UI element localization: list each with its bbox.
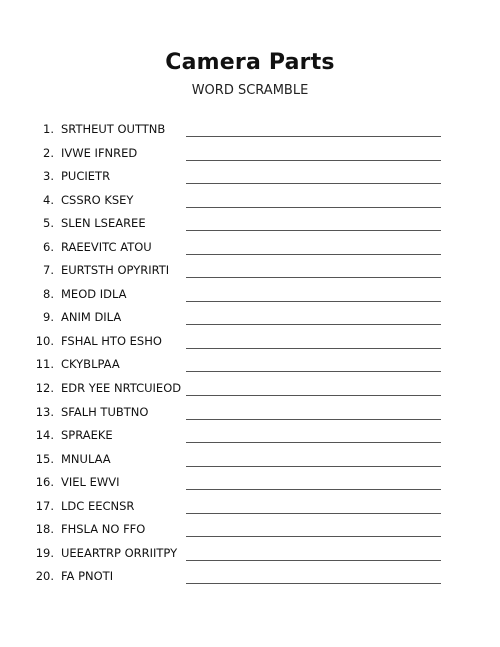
- list-item: [0, 448, 500, 472]
- list-item: [0, 283, 500, 307]
- scrambled-word: CSSRO KSEY: [61, 192, 134, 207]
- item-number: 9.: [43, 310, 54, 325]
- item-number: 8.: [43, 286, 54, 301]
- scrambled-word: MNULAA: [61, 451, 111, 466]
- list-item: [0, 377, 500, 401]
- item-number: 7.: [43, 263, 54, 278]
- item-number: 1.: [43, 122, 54, 136]
- answer-line: [186, 583, 441, 584]
- answer-line: [186, 301, 441, 302]
- scrambled-word: SFALH TUBTNO: [61, 404, 149, 419]
- scrambled-word: VIEL EWVI: [61, 475, 120, 490]
- answer-line: [186, 489, 441, 490]
- item-number: 12.: [35, 381, 54, 396]
- scrambled-word: IVWE IFNRED: [61, 145, 138, 160]
- item-number: 19.: [35, 545, 54, 560]
- item-number: 11.: [35, 357, 54, 372]
- scrambled-word: EDR YEE NRTCUIEOD: [61, 381, 182, 396]
- list-item: [0, 565, 500, 589]
- scrambled-word: SPRAEKE: [61, 428, 113, 443]
- scrambled-word: ANIM DILA: [61, 310, 122, 325]
- answer-line: [186, 183, 441, 184]
- scrambled-word: FHSLA NO FFO: [61, 522, 146, 537]
- item-number: 15.: [35, 451, 54, 466]
- page-title: Camera Parts: [165, 50, 335, 75]
- answer-line: [186, 230, 441, 231]
- list-item: [0, 142, 500, 166]
- scrambled-word: FSHAL HTO ESHO: [61, 333, 162, 348]
- scrambled-word: MEOD IDLA: [61, 286, 127, 301]
- list-item: [0, 236, 500, 260]
- list-item: [0, 401, 500, 425]
- list-item: [0, 518, 500, 542]
- answer-line: [186, 466, 441, 467]
- list-item: [0, 189, 500, 213]
- item-number: 5.: [43, 216, 54, 231]
- list-item: [0, 424, 500, 448]
- answer-line: [186, 536, 441, 537]
- answer-line: [186, 277, 441, 278]
- item-number: 14.: [35, 428, 54, 443]
- answer-line: [186, 371, 441, 372]
- scrambled-word: SLEN LSEAREE: [61, 216, 146, 231]
- list-item: [0, 259, 500, 283]
- scrambled-word: LDC EECNSR: [61, 498, 135, 513]
- item-number: 6.: [43, 239, 54, 254]
- item-number: 20.: [35, 569, 54, 584]
- item-number: 16.: [35, 475, 54, 490]
- answer-line: [186, 442, 441, 443]
- list-item: [0, 353, 500, 377]
- scrambled-word: UEEARTRP ORRIITPY: [61, 545, 178, 560]
- scrambled-word: CKYBLPAA: [61, 357, 120, 372]
- list-item: [0, 471, 500, 495]
- list-item: [0, 330, 500, 354]
- item-number: 2.: [43, 145, 54, 160]
- answer-line: [186, 560, 441, 561]
- answer-line: [186, 395, 441, 396]
- list-item: [0, 212, 500, 236]
- list-item: [0, 118, 500, 142]
- answer-line: [186, 513, 441, 514]
- scrambled-word: PUCIETR: [61, 169, 111, 184]
- list-item: [0, 542, 500, 566]
- item-number: 10.: [35, 333, 54, 348]
- scrambled-word: SRTHEUT OUTTNB: [61, 122, 166, 136]
- scrambled-word: FA PNOTI: [61, 569, 114, 584]
- scramble-list: [0, 118, 500, 589]
- item-number: 18.: [35, 522, 54, 537]
- page-subtitle: WORD SCRAMBLE: [191, 83, 309, 98]
- item-number: 13.: [35, 404, 54, 419]
- item-number: 4.: [43, 192, 54, 207]
- answer-line: [186, 254, 441, 255]
- item-number: 3.: [43, 169, 54, 184]
- item-number: 17.: [35, 498, 54, 513]
- answer-line: [186, 136, 441, 137]
- answer-line: [186, 160, 441, 161]
- list-item: [0, 165, 500, 189]
- scrambled-word: RAEEVITC ATOU: [61, 239, 152, 254]
- answer-line: [186, 324, 441, 325]
- answer-line: [186, 419, 441, 420]
- answer-line: [186, 348, 441, 349]
- scrambled-word: EURTSTH OPYRIRTI: [61, 263, 170, 278]
- list-item: [0, 306, 500, 330]
- list-item: [0, 495, 500, 519]
- answer-line: [186, 207, 441, 208]
